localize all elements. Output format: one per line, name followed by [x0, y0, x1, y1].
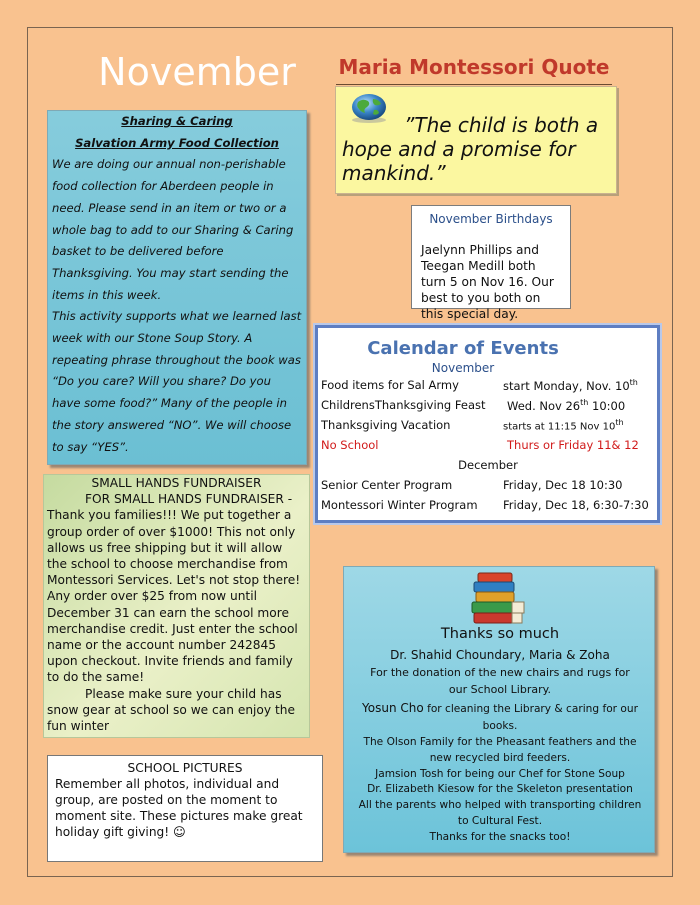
thanks-line	[344, 698, 656, 735]
thanks-line: All the parents who helped with transporting children to Cultural Fest.	[358, 799, 642, 827]
calendar-date-text: starts at 11:15 Nov 10	[503, 421, 616, 433]
sharing-caring-box	[47, 110, 307, 465]
thanks-line: Dr. Elizabeth Kiesow for the Skeleton presentation	[367, 783, 633, 796]
calendar-date	[503, 418, 624, 432]
school-pictures-body: Remember all photos, individual and group, are posted on the moment to moment site. These pictures make great holiday gift giving! ☺	[55, 777, 303, 839]
calendar-date: Thurs or Friday 11& 12	[507, 438, 639, 452]
calendar-date-text: start Monday, Nov. 10	[503, 378, 630, 393]
month-title: November	[98, 50, 296, 94]
sharing-body-1: We are doing our annual non-perishable food collection for Aberdeen people in need. Please send in an item or two or a whole bag to add to our Sharing & Caring basket to be delivered before Thanksgiving. You may start sending the items in this week.	[52, 157, 294, 302]
fundraiser-box	[43, 474, 310, 738]
birthdays-title: November Birthdays	[429, 212, 553, 226]
calendar-event: No School	[321, 438, 379, 452]
thanks-lines	[344, 647, 656, 846]
calendar-date-tail: 10:00	[588, 398, 626, 413]
calendar-date	[507, 398, 625, 413]
school-pictures-box	[47, 755, 323, 862]
calendar-date: Friday, Dec 18, 6:30-7:30	[503, 498, 649, 512]
calendar-date-sup: th	[629, 378, 638, 387]
quote-text: ”The child is both a hope and a promise for mankind.”	[342, 113, 599, 185]
calendar-date-text: Wed. Nov 26	[507, 398, 581, 413]
sharing-heading: Sharing & Caring	[121, 114, 233, 128]
fundraiser-subtitle: FOR SMALL HANDS FUNDRAISER -	[85, 492, 293, 507]
calendar-title: Calendar of Events	[367, 338, 559, 359]
quote-heading: Maria Montessori Quote	[336, 55, 612, 85]
birthdays-box	[411, 205, 571, 321]
thanks-title: Thanks so much	[440, 626, 560, 642]
fundraiser-body-2: Please make sure your child has snow gear at school so we can enjoy the fun winter	[47, 686, 295, 734]
thanks-line: Jamsion Tosh for being our Chef for Stone Soup	[375, 767, 625, 780]
quote-box	[335, 86, 617, 194]
calendar-event: Senior Center Program	[321, 478, 453, 492]
thanks-name: Yosun Cho	[362, 701, 424, 715]
fundraiser-title: SMALL HANDS FUNDRAISER	[91, 476, 262, 490]
thanks-box	[343, 566, 655, 853]
calendar-section-november: November	[431, 361, 495, 375]
calendar-box	[315, 325, 660, 523]
thanks-line: Thanks for the snacks too!	[429, 830, 571, 843]
calendar-event: Food items for Sal Army	[321, 378, 459, 392]
thanks-names: Dr. Shahid Choundary, Maria & Zoha	[390, 648, 610, 662]
food-collection-heading: Salvation Army Food Collection	[75, 135, 279, 150]
calendar-section-december: December	[458, 458, 518, 472]
books-icon	[468, 571, 528, 625]
calendar-event: Thanksgiving Vacation	[321, 418, 451, 432]
calendar-date	[503, 378, 638, 393]
school-pictures-title: SCHOOL PICTURES	[127, 761, 243, 775]
calendar-date-sup: th	[580, 398, 589, 407]
thanks-line: The Olson Family for the Pheasant feathers and the new recycled bird feeders.	[363, 736, 637, 764]
calendar-date-sup: th	[615, 418, 624, 427]
fundraiser-body: Thank you families!!! We put together a group order of over $1000! This not only allows us free shipping but it will allow the school to choose merchandise from Montessori Services. Let's not stop there! Any order over $25 from now until December 31 can earn the school more merchandise credit. Just enter the school name or the account number 242845 upon checkout. Invite friends and family to do the same!	[47, 508, 301, 685]
thanks-line: For the donation of the new chairs and rugs for our School Library.	[370, 666, 630, 696]
birthdays-text: Jaelynn Phillips and Teegan Medill both turn 5 on Nov 16. Our best to you both on this special day.	[421, 243, 554, 321]
calendar-event: ChildrensThanksgiving Feast	[321, 398, 486, 412]
calendar-date: Friday, Dec 18 10:30	[503, 478, 623, 492]
calendar-event: Montessori Winter Program	[321, 498, 478, 512]
sharing-body-2: This activity supports what we learned last week with our Stone Soup Story. A repeating phrase throughout the book was “Do you care? Will you share? Do you have some food?” Many of the people in the story answered “NO”. We will choose to say “YES”.	[52, 309, 302, 454]
thanks-line-text: for cleaning the Library & caring for our books.	[423, 703, 638, 732]
